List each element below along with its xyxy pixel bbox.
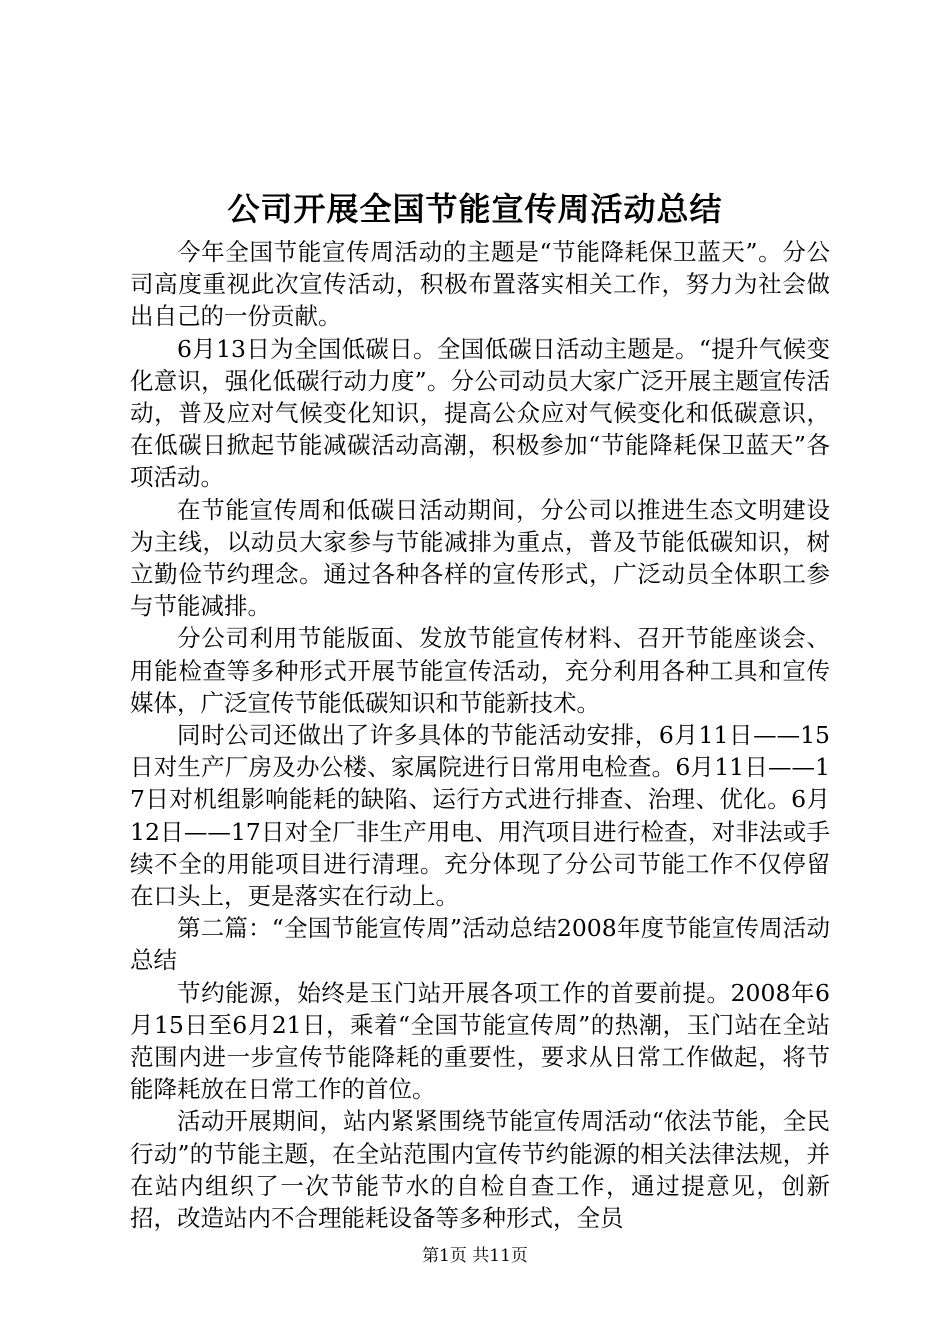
page-footer: 第1页 共11页 bbox=[422, 1246, 528, 1266]
paragraph: 6月13日为全国低碳日。全国低碳日活动主题是。“提升气候变化意识，强化低碳行动力度”。分公司动员大家广泛开展主题宣传活动，普及应对气候变化知识，提高公众应对气候变化和低碳意识，在低碳日掀起节能减碳活动高潮，积极参加“节能降耗保卫蓝天”各项活动。 bbox=[130, 334, 830, 492]
paragraph: 节约能源，始终是玉门站开展各项工作的首要前提。2008年6月15日至6月21日，乘着“全国节能宣传周”的热潮，玉门站在全站范围内进一步宣传节能降耗的重要性，要求从日常工作做起，将节能降耗放在日常工作的首位。 bbox=[130, 978, 830, 1104]
paragraph: 分公司利用节能版面、发放节能宣传材料、召开节能座谈会、用能检查等多种形式开展节能宣传活动，充分利用各种工具和宣传媒体，广泛宣传节能低碳知识和节能新技术。 bbox=[130, 624, 830, 717]
paragraph: 今年全国节能宣传周活动的主题是“节能降耗保卫蓝天”。分公司高度重视此次宣传活动，积极布置落实相关工作，努力为社会做出自己的一份贡献。 bbox=[130, 238, 830, 331]
paragraph: 在节能宣传周和低碳日活动期间，分公司以推进生态文明建设为主线，以动员大家参与节能减排为重点，普及节能低碳知识，树立勤俭节约理念。通过各种各样的宣传形式，广泛动员全体职工参与节能减排。 bbox=[130, 495, 830, 621]
paragraph: 第二篇：“全国节能宣传周”活动总结2008年度节能宣传周活动总结 bbox=[130, 914, 830, 975]
document-title: 公司开展全国节能宣传周活动总结 bbox=[227, 190, 723, 228]
paragraph: 同时公司还做出了许多具体的节能活动安排，6月11日——15日对生产厂房及办公楼、家属院进行日常用电检查。6月11日——17日对机组影响能耗的缺陷、运行方式进行排查、治理、优化。6月12日——17日对全厂非生产用电、用汽项目进行检查，对非法或手续不全的用能项目进行清理。充分体现了分公司节能工作不仅停留在口头上，更是落实在行动上。 bbox=[130, 721, 830, 911]
document-body bbox=[130, 236, 830, 1234]
paragraph: 活动开展期间，站内紧紧围绕节能宣传周活动“依法节能，全民行动”的节能主题，在全站范围内宣传节约能源的相关法律法规，并在站内组织了一次节能节水的自检自查工作，通过提意见，创新招，改造站内不合理能耗设备等多种形式，全员 bbox=[130, 1107, 830, 1233]
